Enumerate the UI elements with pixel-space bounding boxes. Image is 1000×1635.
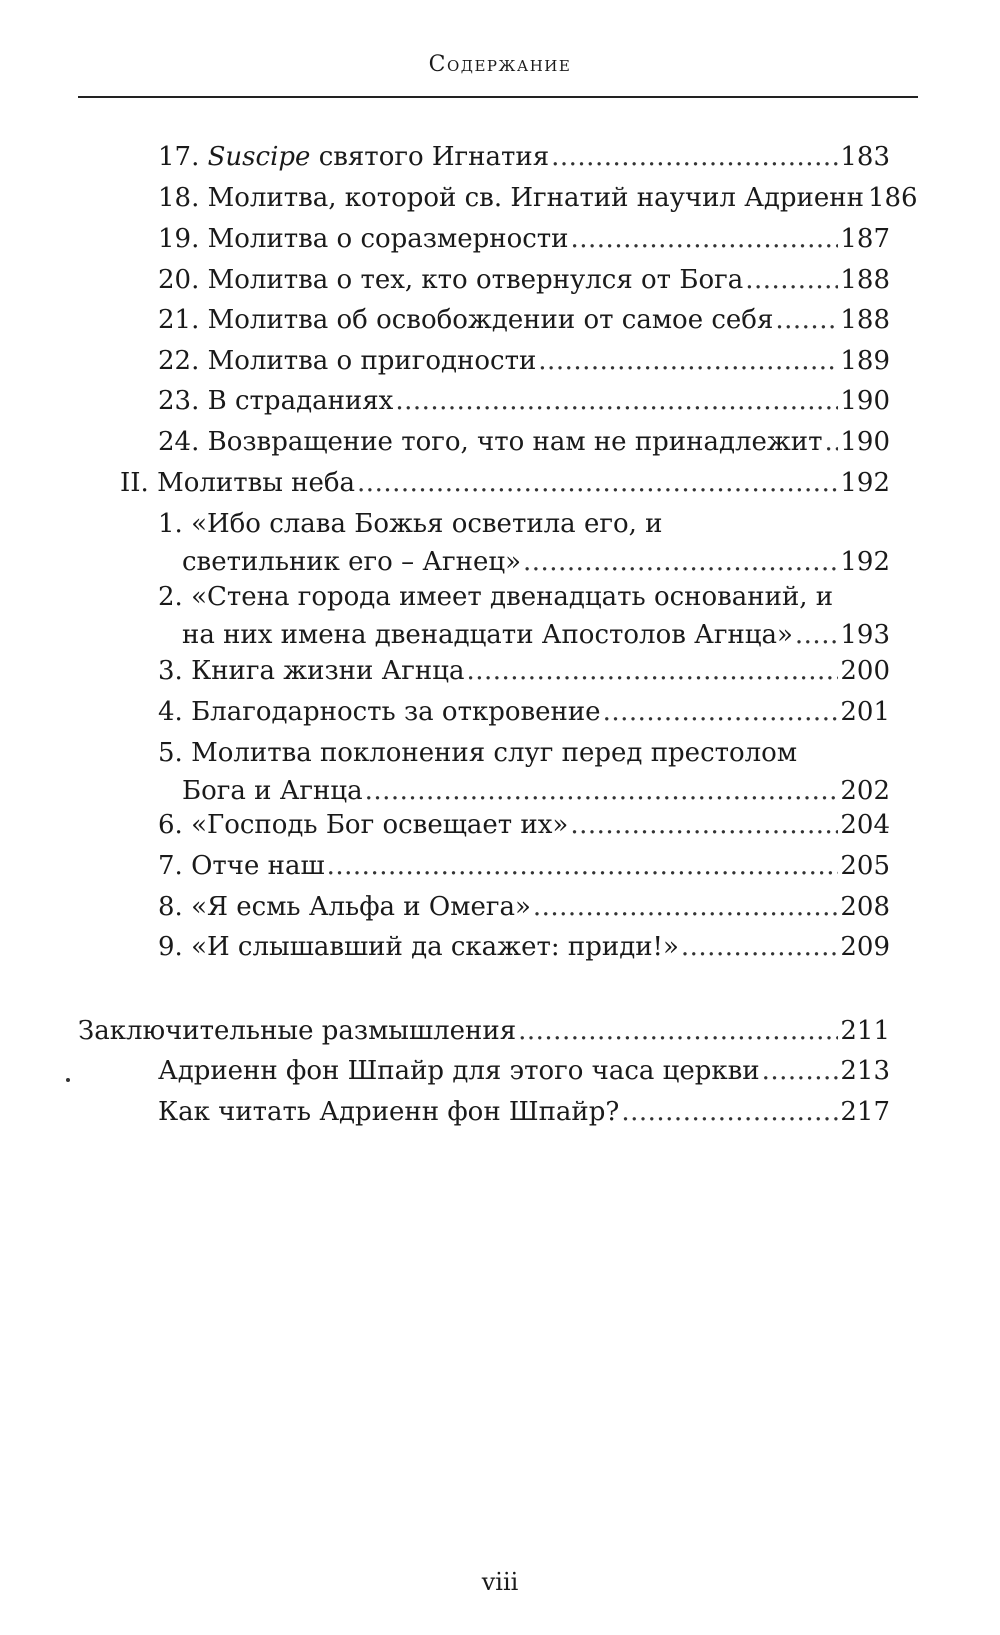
toc-page-number: 200: [840, 656, 890, 686]
toc-page-number: 209: [840, 932, 890, 962]
toc-entry[interactable]: [158, 261, 890, 299]
toc-entry[interactable]: [158, 505, 890, 581]
toc-page-number: 189: [840, 346, 890, 376]
toc-entry-title: Адриенн фон Шпайр для этого часа церкви: [158, 1056, 760, 1086]
toc-entry-title: 18. Молитва, которой св. Игнатий научил Адриенн: [158, 183, 864, 213]
toc-entry[interactable]: [158, 652, 890, 690]
toc-entry[interactable]: [158, 342, 890, 380]
toc-entry-title: Как читать Адриенн фон Шпайр?: [158, 1097, 620, 1127]
toc-entry-title: 9. «И слышавший да скажет: приди!»: [158, 932, 679, 962]
toc-page-number: 188: [840, 265, 890, 295]
toc-entry-title-line2: Бога и Агнца: [182, 776, 363, 806]
toc-entry[interactable]: [158, 578, 890, 654]
toc-entry-title-line1: 2. «Стена города имеет двенадцать оснований, и: [158, 582, 834, 612]
toc-entry-title: 6. «Господь Бог освещает их»: [158, 810, 569, 840]
toc-entry[interactable]: [158, 734, 890, 810]
toc-entry[interactable]: [158, 928, 890, 966]
toc-section-entry[interactable]: [120, 464, 890, 502]
toc-entry-title: 23. В страданиях: [158, 386, 394, 416]
dot-leader: [518, 1012, 838, 1050]
toc-page-number: 190: [840, 427, 890, 457]
toc-entry[interactable]: [158, 382, 890, 420]
page-number: viii: [481, 1568, 519, 1596]
toc-entry[interactable]: [158, 847, 890, 885]
toc-page-number: 208: [840, 892, 890, 922]
toc-page-number: 213: [840, 1056, 890, 1086]
toc-entry-title: Заключительные размышления: [78, 1016, 517, 1046]
dot-leader: [603, 693, 839, 731]
toc-entry-title: 4. Благодарность за откровение: [158, 697, 601, 727]
toc-entry-title-line2: светильник его – Агнец»: [182, 547, 521, 577]
toc-entry[interactable]: [158, 806, 890, 844]
toc-entry-title: 20. Молитва о тех, кто отвернулся от Бога: [158, 265, 744, 295]
toc-entry[interactable]: [158, 1093, 890, 1131]
dot-leader: [533, 888, 838, 926]
toc-page-number: 192: [840, 547, 890, 577]
dot-leader: [570, 806, 838, 844]
toc-page-number: 192: [840, 468, 890, 498]
toc-page-number: 193: [840, 620, 890, 650]
dot-leader: [395, 382, 838, 420]
toc-page-number: 186: [867, 183, 918, 213]
dot-leader: [538, 342, 838, 380]
toc-page-number: 183: [840, 142, 890, 172]
dot-leader: [681, 928, 838, 966]
toc-entry-title: 7. Отче наш: [158, 851, 325, 881]
toc-entry-title-line1: 1. «Ибо слава Божья осветила его, и: [158, 509, 663, 539]
dot-leader: [551, 138, 838, 176]
toc-page-number: 188: [840, 305, 890, 335]
dot-leader: [621, 1093, 838, 1131]
toc-page-number: 187: [840, 224, 890, 254]
toc-page-number: 190: [840, 386, 890, 416]
dot-leader: [327, 847, 839, 885]
toc-entry[interactable]: [158, 423, 890, 461]
dot-leader: [523, 543, 838, 581]
dot-leader: [825, 423, 839, 461]
toc-entry-title-line2: на них имена двенадцати Апостолов Агнца»: [182, 620, 793, 650]
toc-entry-title: 19. Молитва о соразмерности: [158, 224, 569, 254]
dot-leader: [762, 1052, 839, 1090]
toc-entry[interactable]: [158, 693, 890, 731]
toc-page-number: 205: [840, 851, 890, 881]
toc-entry-title: II. Молитвы неба: [120, 468, 356, 498]
toc-page-number: 202: [840, 776, 890, 806]
dot-leader: [466, 652, 838, 690]
toc-entry[interactable]: [158, 1052, 890, 1090]
toc-entry-title: 17. Suscipe святого Игнатия: [158, 142, 550, 172]
toc-entry[interactable]: [158, 301, 890, 339]
toc-entry-title: 22. Молитва о пригодности: [158, 346, 537, 376]
toc-entry-title: 21. Молитва об освобождении от самое себя: [158, 305, 774, 335]
toc-entry[interactable]: [158, 138, 890, 176]
toc-entry-title: 24. Возвращение того, что нам не принадлежит: [158, 427, 823, 457]
toc-page-number: 211: [840, 1016, 890, 1046]
dot-leader: [571, 220, 839, 258]
dot-leader: [795, 616, 838, 654]
toc-entry[interactable]: [158, 888, 890, 926]
dot-leader: [745, 261, 838, 299]
dot-leader: [365, 772, 839, 810]
dot-leader: [775, 301, 838, 339]
toc-page-number: 217: [840, 1097, 890, 1127]
dot-leader: [357, 464, 838, 502]
toc-entry-title-line1: 5. Молитва поклонения слуг перед престолом: [158, 738, 798, 768]
print-speck: [66, 1078, 70, 1082]
running-head: Содержание: [428, 52, 572, 77]
toc-entry[interactable]: [158, 220, 890, 258]
toc-page-number: 204: [840, 810, 890, 840]
toc-entry-title: 3. Книга жизни Агнца: [158, 656, 465, 686]
toc-section-entry[interactable]: [78, 1012, 890, 1050]
header-rule: [78, 96, 918, 98]
toc-entry-title: 8. «Я есмь Альфа и Омега»: [158, 892, 531, 922]
toc-entry[interactable]: [158, 179, 918, 217]
toc-page-number: 201: [840, 697, 890, 727]
